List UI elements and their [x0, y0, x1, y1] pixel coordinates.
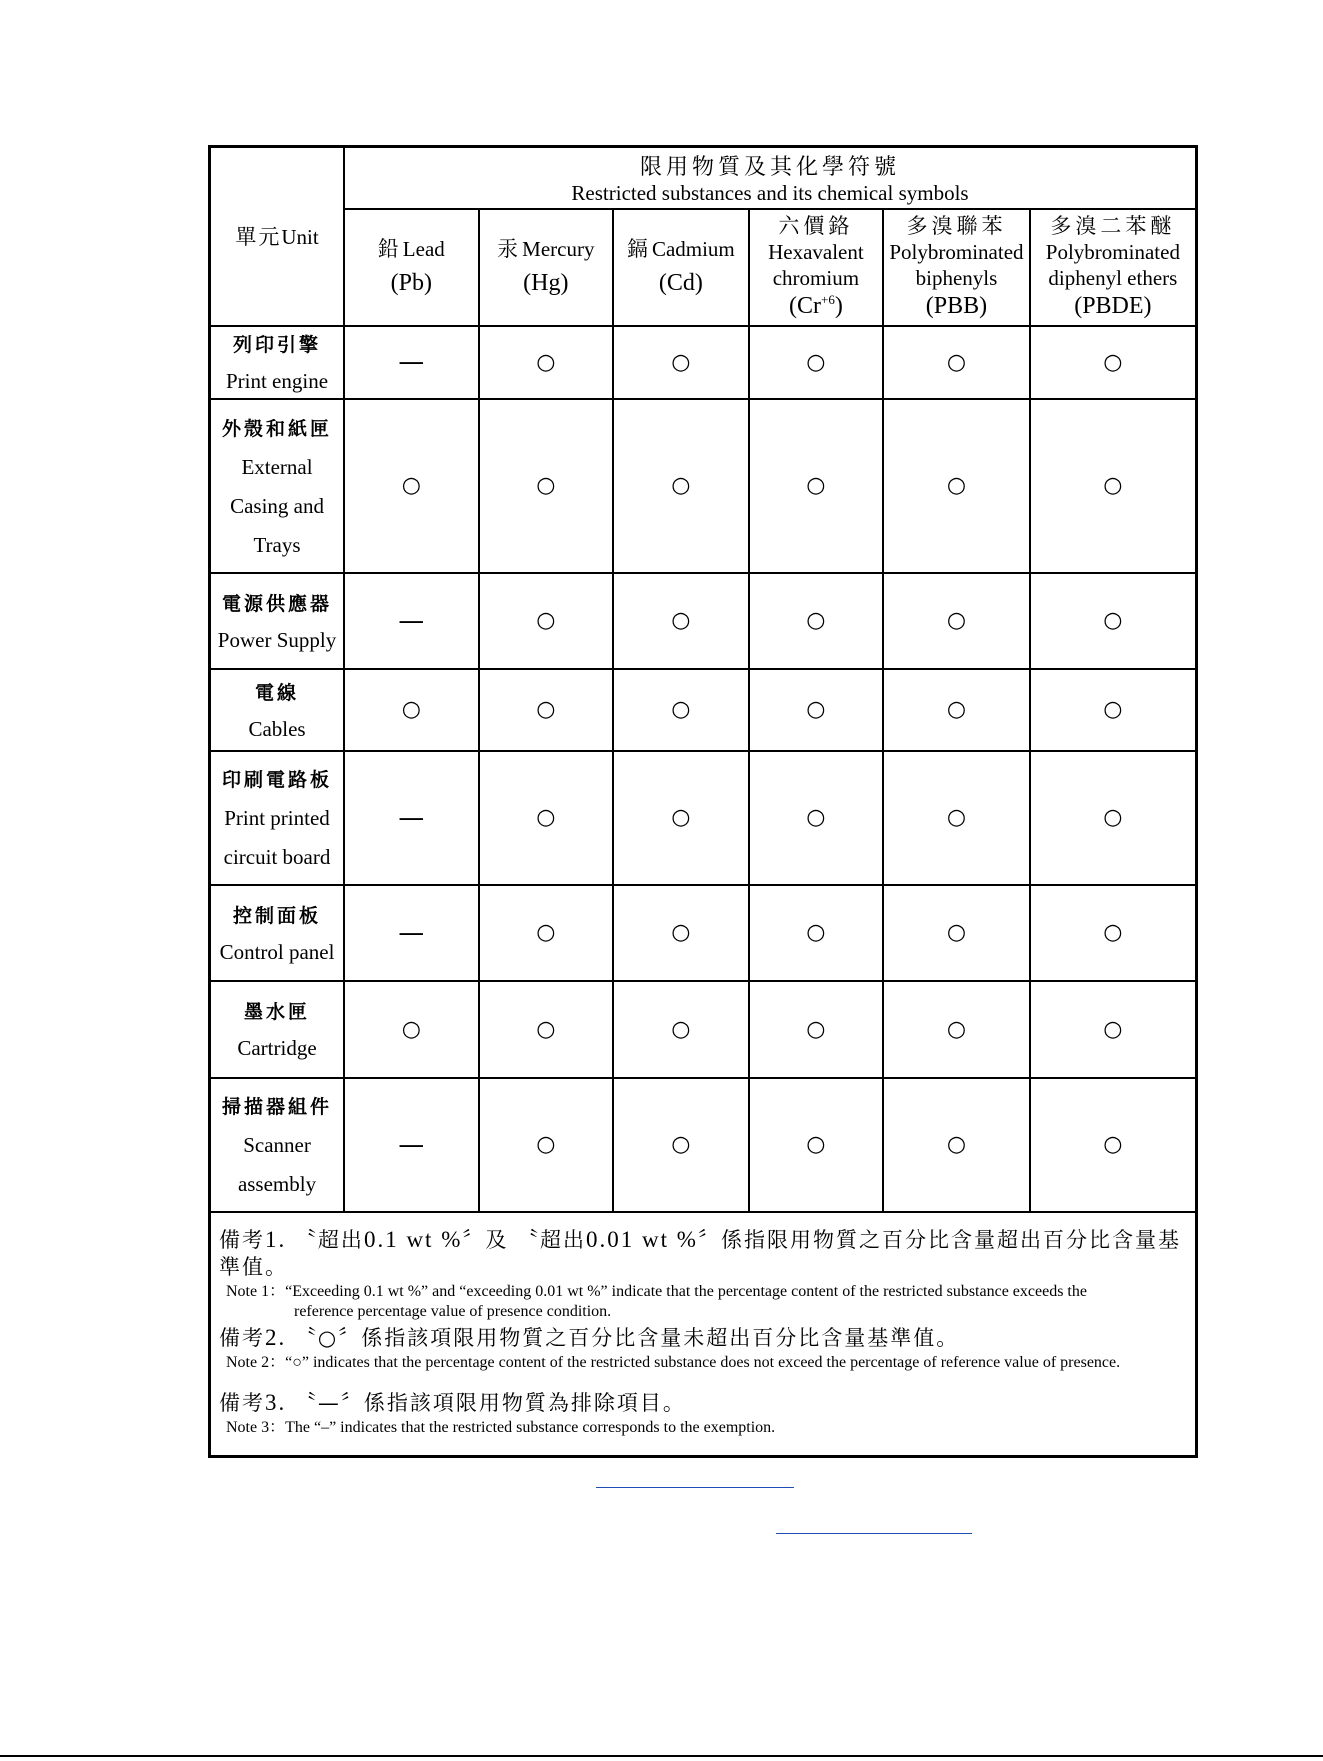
- note-1-cjk: 備考1. 〝超出0.1 wt %〞及 〝超出0.01 wt %〞係指限用物質之百分比含量超出百分比含量基準值。: [219, 1226, 1181, 1280]
- table-row: [210, 399, 1197, 573]
- column-header-hexavalent-chromium: 六價鉻 Hexavalent chromium $(Cr^{+6})$: [749, 209, 884, 326]
- compliant-mark: ○: [613, 326, 749, 399]
- compliant-mark: ○: [749, 885, 884, 981]
- compliant-mark: ○: [613, 1078, 749, 1212]
- compliant-mark: ○: [1030, 669, 1197, 751]
- column-header-cadmium: 鎘Cadmium (Cd): [613, 209, 749, 326]
- table-row: [210, 751, 1197, 885]
- table-row: [210, 669, 1197, 751]
- page-bottom-rule: [0, 1755, 1323, 1757]
- compliant-mark: ○: [479, 751, 614, 885]
- compliant-mark: ○: [1030, 1078, 1197, 1212]
- compliant-mark: ○: [344, 669, 479, 751]
- compliant-mark: ○: [479, 981, 614, 1078]
- column-header-pbb: 多溴聯苯 Polybrominated biphenyls (PBB): [883, 209, 1030, 326]
- unit-label: 單元Unit: [235, 225, 319, 250]
- compliant-mark: ○: [1030, 573, 1197, 669]
- table-row: [210, 326, 1197, 399]
- row-label: 掃描器組件 Scanner assembly: [210, 1078, 345, 1212]
- compliant-mark: ○: [613, 751, 749, 885]
- column-header-mercury: 汞Mercury (Hg): [479, 209, 614, 326]
- compliant-mark: ○: [344, 399, 479, 573]
- substances-header-cell: [344, 147, 1196, 209]
- compliant-mark: ○: [613, 981, 749, 1078]
- compliant-mark: ○: [883, 751, 1030, 885]
- table-row: [210, 573, 1197, 669]
- compliant-mark: ○: [883, 1078, 1030, 1212]
- table-row: [210, 981, 1197, 1078]
- compliant-mark: ○: [749, 399, 884, 573]
- table-row: [210, 1078, 1197, 1212]
- compliant-mark: ○: [613, 885, 749, 981]
- exempt-mark: —: [344, 751, 479, 885]
- compliant-mark: ○: [1030, 399, 1197, 573]
- row-label: 控制面板 Control panel: [210, 885, 345, 981]
- compliant-mark: ○: [613, 573, 749, 669]
- compliant-mark: ○: [1030, 981, 1197, 1078]
- compliant-mark: ○: [883, 399, 1030, 573]
- unit-header-cell: [210, 147, 345, 326]
- compliant-mark: ○: [749, 326, 884, 399]
- compliant-mark: ○: [344, 981, 479, 1078]
- compliant-mark: ○: [749, 573, 884, 669]
- compliant-mark: ○: [613, 669, 749, 751]
- note-1-en: Note 1：“Exceeding 0.1 wt %” and “exceeding 0.01 wt %” indicate that the percentage content of the restricted substance exceeds the reference percentage value of presence condition.: [226, 1282, 1087, 1321]
- compliant-mark: ○: [749, 981, 884, 1078]
- row-label: 外殼和紙匣 External Casing and Trays: [210, 399, 345, 573]
- row-label: 電線 Cables: [210, 669, 345, 751]
- note-3-en: Note 3：The “–” indicates that the restricted substance corresponds to the exemption.: [226, 1418, 776, 1436]
- substances-title-cjk: 限用物質及其化學符號: [640, 154, 901, 180]
- compliant-mark: ○: [749, 751, 884, 885]
- link-underline[interactable]: [596, 1487, 794, 1488]
- compliant-mark: ○: [479, 885, 614, 981]
- column-header-lead: 鉛Lead (Pb): [344, 209, 479, 326]
- note-2-cjk: 備考2. 〝○〞係指該項限用物質之百分比含量未超出百分比含量基準值。: [219, 1325, 960, 1351]
- link-underline[interactable]: [776, 1533, 972, 1534]
- compliant-mark: ○: [883, 573, 1030, 669]
- restricted-substances-table: [208, 145, 1198, 1458]
- compliant-mark: ○: [1030, 751, 1197, 885]
- compliant-mark: ○: [479, 669, 614, 751]
- notes-row: [210, 1212, 1197, 1457]
- exempt-mark: —: [344, 326, 479, 399]
- row-label: 印刷電路板 Print printed circuit board: [210, 751, 345, 885]
- row-label: 墨水匣 Cartridge: [210, 981, 345, 1078]
- note-2-en: Note 2：“○” indicates that the percentage content of the restricted substance does not exceed the percentage of reference value of presence.: [226, 1354, 1121, 1372]
- compliant-mark: ○: [1030, 326, 1197, 399]
- exempt-mark: —: [344, 885, 479, 981]
- table-row: [210, 885, 1197, 981]
- substances-title-en: Restricted substances and its chemical symbols: [571, 180, 969, 205]
- compliant-mark: ○: [613, 399, 749, 573]
- compliant-mark: ○: [883, 981, 1030, 1078]
- column-header-pbde: 多溴二苯醚 Polybrominated diphenyl ethers (PBDE): [1030, 209, 1197, 326]
- row-label: 列印引擎 Print engine: [210, 326, 345, 399]
- note-3-cjk: 備考3. 〝—〞係指該項限用物質為排除項目。: [219, 1389, 686, 1415]
- compliant-mark: ○: [479, 573, 614, 669]
- compliant-mark: ○: [479, 399, 614, 573]
- notes-cell: [210, 1212, 1197, 1457]
- compliant-mark: ○: [883, 885, 1030, 981]
- exempt-mark: —: [344, 1078, 479, 1212]
- compliant-mark: ○: [479, 1078, 614, 1212]
- compliant-mark: ○: [883, 326, 1030, 399]
- compliant-mark: ○: [1030, 885, 1197, 981]
- row-label: 電源供應器 Power Supply: [210, 573, 345, 669]
- compliant-mark: ○: [479, 326, 614, 399]
- compliant-mark: ○: [883, 669, 1030, 751]
- compliant-mark: ○: [749, 669, 884, 751]
- compliant-mark: ○: [749, 1078, 884, 1212]
- exempt-mark: —: [344, 573, 479, 669]
